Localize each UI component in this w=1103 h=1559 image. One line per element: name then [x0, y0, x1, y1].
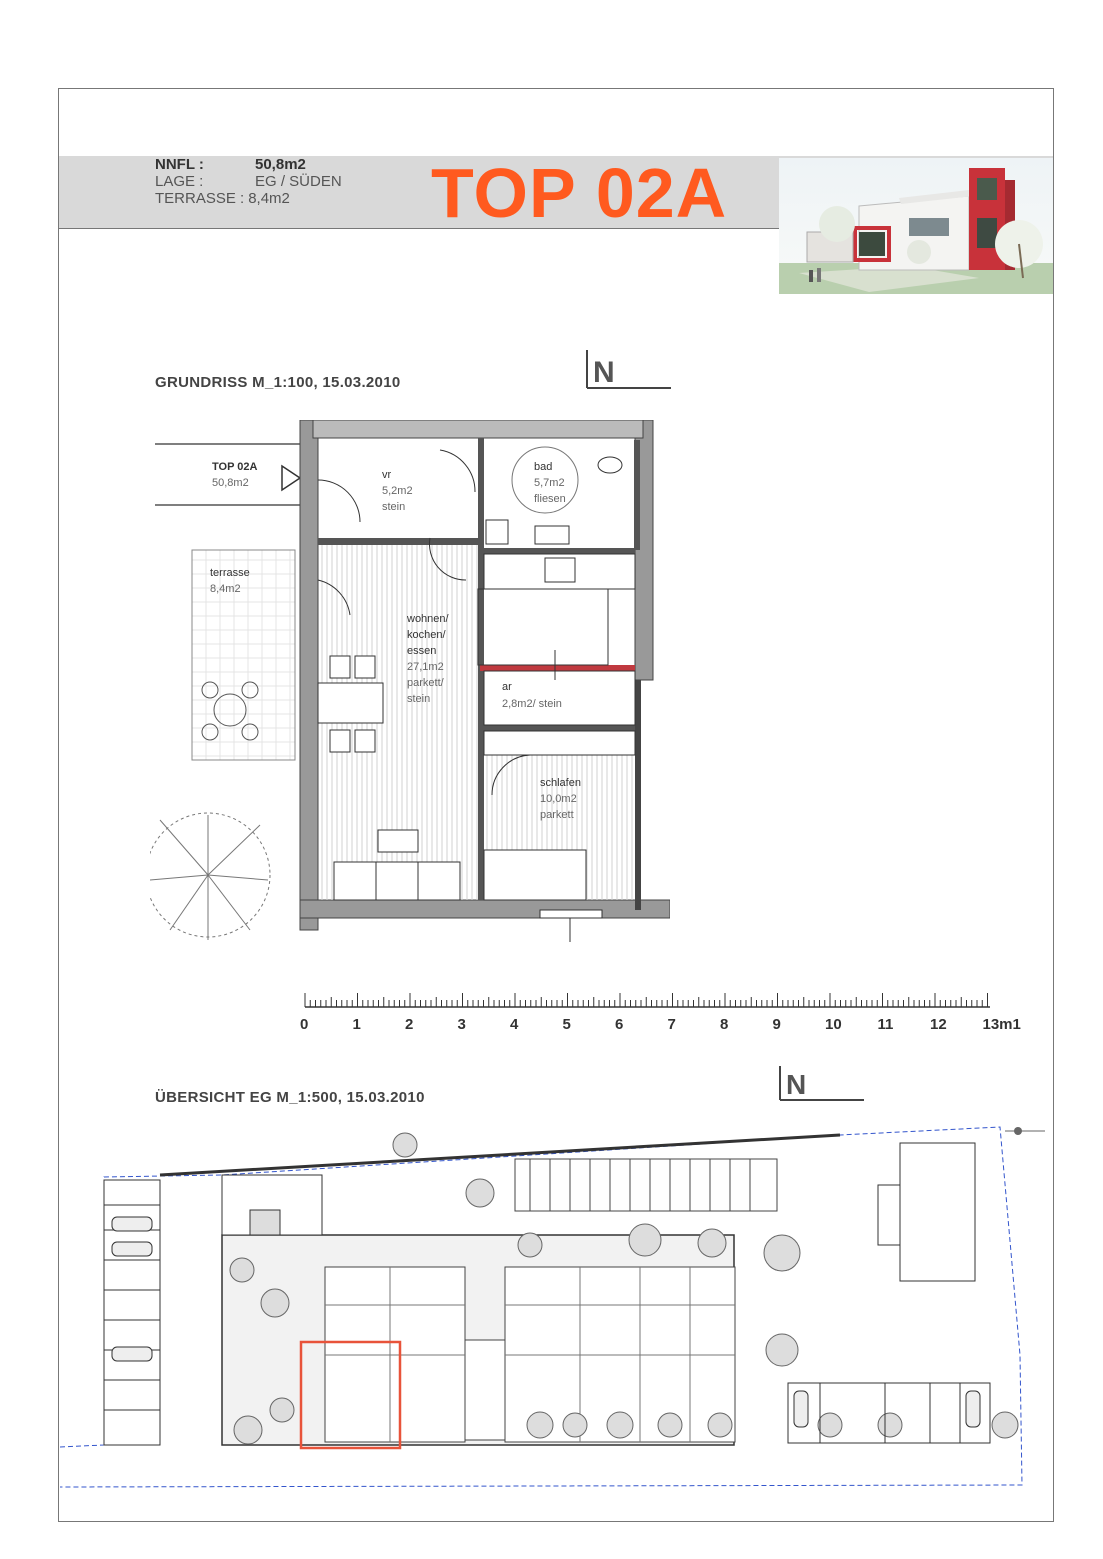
room-wohnen-name: wohnen/: [407, 613, 449, 625]
terrasse-value: 8,4m2: [248, 190, 290, 207]
scale-label: 11: [877, 1016, 894, 1033]
room-wohnen-finish: parkett/: [407, 677, 444, 689]
room-wohnen-name2: kochen/: [407, 629, 446, 641]
room-bad-area: 5,7m2: [534, 477, 565, 489]
room-ar-area: 2,8m2/ stein: [502, 698, 562, 710]
north-arrow-icon: [585, 348, 675, 396]
room-wohnen-area: 27,1m2: [407, 661, 444, 673]
lage-value: EG / SÜDEN: [255, 173, 342, 190]
header-bar: [59, 154, 1053, 232]
scale-label: 1: [352, 1016, 361, 1033]
floor-plan-title: GRUNDRISS M_1:100, 15.03.2010: [155, 374, 401, 391]
room-vr-finish: stein: [382, 501, 406, 513]
scale-label: 4: [510, 1016, 519, 1033]
room-vr-area: 5,2m2: [382, 485, 413, 497]
scale-label: 12: [930, 1016, 947, 1033]
room-schlafen-area: 10,0m2: [540, 793, 577, 805]
scale-label: 5: [562, 1016, 571, 1033]
room-schlafen-finish: parkett: [540, 809, 574, 821]
scale-label: 7: [667, 1016, 676, 1033]
scale-label: 0: [300, 1016, 309, 1033]
room-bad-name: bad: [534, 461, 553, 473]
scale-label: 8: [720, 1016, 729, 1033]
room-wohnen-name3: essen: [407, 645, 437, 657]
svg-text:N: N: [593, 356, 615, 389]
room-bad-finish: fliesen: [534, 493, 566, 505]
scale-label: 6: [615, 1016, 624, 1033]
unit-title: TOP 02A: [431, 154, 728, 232]
room-terrasse-area: 8,4m2: [210, 583, 241, 595]
room-vr-name: vr: [382, 469, 392, 481]
room-schlafen-name: schlafen: [540, 777, 581, 789]
nnfl-label: NNFL :: [155, 156, 204, 173]
north-arrow-icon: [778, 1064, 868, 1106]
unit-info: [155, 156, 342, 207]
overview-title: ÜBERSICHT EG M_1:500, 15.03.2010: [155, 1089, 425, 1106]
lage-label: LAGE :: [155, 173, 204, 190]
room-terrasse-name: terrasse: [210, 567, 250, 579]
building-rendering-image: [779, 158, 1053, 294]
room-wohnen-finish2: stein: [407, 693, 431, 705]
scale-label: 2: [405, 1016, 414, 1033]
scale-label: 3: [457, 1016, 466, 1033]
svg-text:N: N: [786, 1069, 807, 1100]
site-overview-plan: [60, 1125, 1050, 1525]
terrasse-label: TERRASSE :: [155, 190, 245, 207]
unit-area: 50,8m2: [212, 477, 249, 489]
scale-label: 9: [772, 1016, 781, 1033]
scale-bar: [300, 985, 1030, 1035]
room-ar-name: ar: [502, 681, 512, 693]
unit-label: TOP 02A: [212, 461, 258, 473]
floor-plan-drawing: [150, 420, 670, 970]
scale-label: 13m1: [982, 1016, 1021, 1033]
nnfl-value: 50,8m2: [255, 156, 306, 173]
scale-label: 10: [825, 1016, 842, 1033]
